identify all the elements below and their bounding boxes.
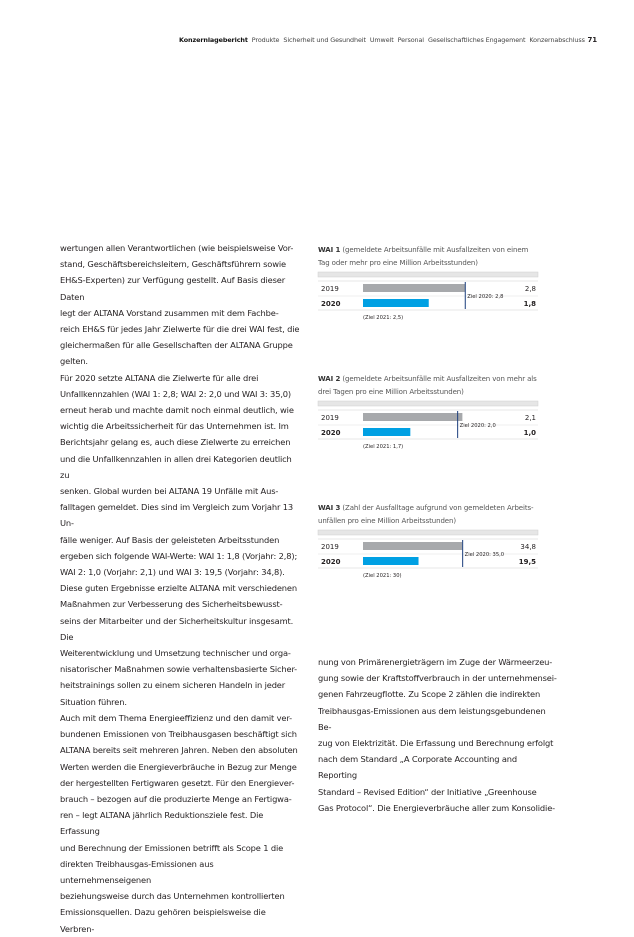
chart-title	[318, 502, 538, 528]
bar	[363, 284, 465, 292]
chart-top-band	[318, 401, 538, 406]
chart-title-bold: WAI 1	[318, 246, 341, 254]
left-text-column	[60, 240, 302, 937]
header-nav-item[interactable]: Produkte	[251, 36, 280, 44]
header-nav-item[interactable]: Umwelt	[369, 36, 394, 44]
category-label: 2020	[321, 558, 341, 566]
bar	[363, 557, 419, 565]
wai1-chart-svg	[318, 272, 538, 342]
chart-title-bold: WAI 3	[318, 504, 341, 512]
target-2020-label: Ziel 2020: 2,0	[459, 423, 496, 429]
chart-title-text: (gemeldete Arbeitsunfälle mit Ausfallzeiten von mehr als drei Tagen pro eine Million Arbeitsstunden)	[318, 375, 537, 396]
chart-title-bold: WAI 2	[318, 375, 341, 383]
right-text-column	[318, 654, 558, 816]
chart-title	[318, 373, 538, 399]
header-nav	[179, 36, 589, 44]
header-nav-item[interactable]: Konzernabschluss	[529, 36, 585, 44]
wai2-chart	[318, 373, 538, 471]
value-label: 1,8	[523, 300, 536, 308]
header-nav-item[interactable]: Personal	[397, 36, 424, 44]
bar	[363, 542, 462, 550]
chart-title-text: (gemeldete Arbeitsunfälle mit Ausfallzeiten von einem Tag oder mehr pro eine Million Arbeitsstunden)	[318, 246, 529, 267]
category-label: 2020	[321, 429, 341, 437]
paragraph: Für 2020 setzte ALTANA die Zielwerte für alle drei Unfallkennzahlen (WAI 1: 2,8; WAI 2: 2,0 und WAI 3: 35,0) erneut herab und machte damit noch einmal deutlich, wie wichtig die Arbeitssicherheit für das Unternehmen ist. Im Berichtsjahr gelang es, auch diese Zielwerte zu erreichen und die Unfallkennzahlen in allen drei Kategorien deutlich zu senken. Global wurden bei ALTANA 19 Unfälle mit Aus- falltagen gemeldet. Dies sind im Vergleich zum Vorjahr 13 Un- fälle weniger. Auf Basis der geleisteten Arbeitsstunden ergeben sich folgende WAI-Werte: WAI 1: 1,8 (Vorjahr: 2,8); WAI 2: 1,0 (Vorjahr: 2,1) und WAI 3: 19,5 (Vorjahr: 34,8). Diese guten Ergebnisse erzielte ALTANA mit verschiedenen Maßnahmen zur Verbesserung des Sicherheitsbewusst- seins der Mitarbeiter und der Sicherheitskultur insgesamt. Die Weiterentwicklung und Umsetzung technischer und orga- nisatorischer Maßnahmen sowie verhaltensbasierte Sicher- heitstrainings sollen zu einem sicheren Handeln in jeder Situation führen.	[60, 372, 298, 707]
chart-title	[318, 244, 538, 270]
chart-top-band	[318, 530, 538, 535]
bar	[363, 299, 429, 307]
target-2021-label: (Ziel 2021: 30)	[363, 573, 402, 579]
value-label: 1,0	[523, 429, 536, 437]
wai3-chart	[318, 502, 538, 600]
header-nav-item[interactable]: Gesellschaftliches Engagement	[427, 36, 526, 44]
header-nav-item[interactable]: Sicherheit und Gesundheit	[283, 36, 366, 44]
value-label: 19,5	[518, 558, 536, 566]
bar	[363, 428, 410, 436]
value-label: 2,8	[524, 285, 536, 293]
wai1-chart	[318, 244, 538, 342]
chart-title-text: (Zahl der Ausfalltage aufgrund von gemeldeten Arbeits-unfällen pro eine Million Arbeitsstunden)	[318, 504, 534, 525]
paragraph: nung von Primärenergieträgern im Zuge der Wärmeerzeu- gung sowie der Kraftstoffverbrauch in der unternehmensei- genen Fahrzeugflotte. Zu Scope 2 zählen die indirekten Treibhausgas-Emissionen aus dem leistungsgebundenen Be- zug von Elektrizität. Die Erfassung und Berechnung erfolgt nach dem Standard „A Corporate Accounting and Reporting Standard – Revised Edition“ der Initiative „Greenhouse Gas Protocol“. Die Energieverbräuche aller zum Konsolidie-	[318, 657, 557, 813]
page-header	[0, 36, 634, 48]
value-label: 2,1	[524, 414, 536, 422]
target-2020-label: Ziel 2020: 35,0	[464, 552, 505, 558]
category-label: 2019	[321, 285, 339, 293]
target-2020-label: Ziel 2020: 2,8	[467, 294, 504, 300]
wai3-chart-svg	[318, 530, 538, 600]
target-2021-label: (Ziel 2021: 2,5)	[363, 315, 404, 321]
category-label: 2019	[321, 543, 339, 551]
paragraph: Auch mit dem Thema Energieeffizienz und den damit ver- bundenen Emissionen von Treibhausgasen beschäftigt sich ALTANA bereits seit mehreren Jahren. Neben den absoluten Werten werden die Energieverbräuche in Bezug zur Menge der hergestellten Fertigwaren gesetzt. Für den Energiever- brauch – bezogen auf die produzierte Menge an Fertigwa- ren – legt ALTANA jährlich Reduktionsziele fest. Die Erfassung und Berechnung der Emissionen betrifft als Scope 1 die direkten Treibhausgas-Emissionen aus unternehmenseigenen beziehungsweise durch das Unternehmen kontrollierten Emissionsquellen. Dazu gehören beispielsweise die Verbren-	[60, 712, 298, 934]
paragraph: wertungen allen Verantwortlichen (wie beispielsweise Vor- stand, Geschäftsbereichsleitern, Geschäftsführern sowie EH&S-Experten) zur Verfügung gestellt. Auf Basis dieser Daten legt der ALTANA Vorstand zusammen mit dem Fachbe- reich EH&S für jedes Jahr Zielwerte für die drei WAI fest, die gleichermaßen für alle Gesellschaften der ALTANA Gruppe gelten.	[60, 243, 300, 367]
bar	[363, 413, 462, 421]
category-label: 2020	[321, 300, 341, 308]
category-label: 2019	[321, 414, 339, 422]
value-label: 34,8	[520, 543, 536, 551]
header-nav-item[interactable]: Konzernlagebericht	[179, 36, 248, 44]
chart-top-band	[318, 272, 538, 277]
wai2-chart-svg	[318, 401, 538, 471]
page-number: 71	[587, 36, 597, 44]
target-2021-label: (Ziel 2021: 1,7)	[363, 444, 404, 450]
